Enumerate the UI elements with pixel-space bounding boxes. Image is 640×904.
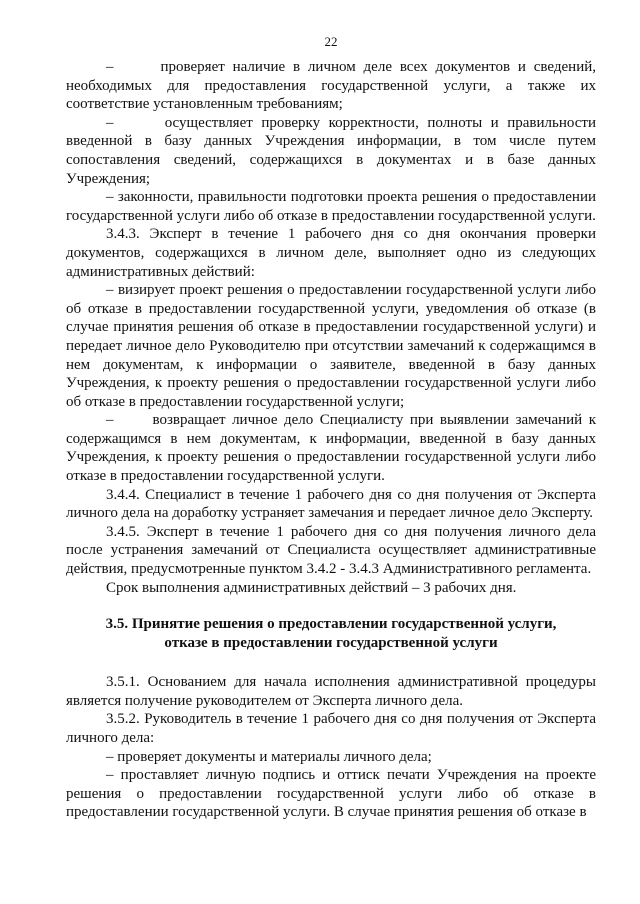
paragraph: – визирует проект решения о предоставлении государственной услуги либо об отказе в предоставлении государственной услуги, уведомления об отказе (в случае принятия решения об отказе в предоставлении государственной услуги) и передает личное дело Руководителю при отсутствии замечаний к содержащимся в нем документам, к информации о заявителе, введенной в базу данных Учреждения, к проекту решения о предоставлении государственной услуги либо об отказе в предоставлении государственной услуги;	[66, 282, 596, 410]
page-number: 22	[324, 34, 338, 49]
paragraph: – проставляет личную подпись и оттиск печати Учреждения на проекте решения о предоставлении государственной услуги либо об отказе в предоставлении государственной услуги. В случае принятия решения об отказе в	[66, 767, 596, 821]
body-before-heading	[66, 58, 596, 597]
paragraph: – законности, правильности подготовки проекта решения о предоставлении государственной услуги либо об отказе в предоставлении государственной услуги.	[66, 189, 596, 224]
paragraph: – осуществляет проверку корректности, полноты и правильности введенной в базу данных Учреждения информации, в том числе путем сопоставления сведений, содержащихся в документах и в базе данных Учреждения;	[66, 114, 596, 187]
paragraph: – проверяет документы и материалы личного дела;	[106, 748, 432, 765]
paragraph: 3.4.3. Эксперт в течение 1 рабочего дня со дня окончания проверки документов, содержащихся в личном деле, выполняет одно из следующих административных действий:	[66, 226, 596, 280]
paragraph: – возвращает личное дело Специалисту при выявлении замечаний к содержащимся в нем документам, к информации, введенной в базу данных Учреждения, к проекту решения о предоставлении государственной услуги либо отказе в предоставлении государственной услуги.	[66, 412, 596, 485]
paragraph: 3.4.5. Эксперт в течение 1 рабочего дня со дня получения личного дела после устранения замечаний от Специалиста осуществляет административные действия, предусмотренные пунктом 3.4.2 - 3.4.3 Административного регламента.	[66, 523, 596, 578]
section-heading	[66, 615, 596, 653]
paragraph: 3.5.1. Основанием для начала исполнения административной процедуры является получение руководителем от Эксперта личного дела.	[66, 674, 596, 709]
paragraph: – проверяет наличие в личном деле всех документов и сведений, необходимых для предоставления государственной услуги, а также их соответствие установленным требованиям;	[66, 59, 596, 113]
paragraph: Срок выполнения административных действий – 3 рабочих дня.	[106, 579, 517, 596]
section-heading-line: 3.5. Принятие решения о предоставлении государственной услуги,	[105, 616, 557, 633]
paragraph: 3.5.2. Руководитель в течение 1 рабочего дня со дня получения от Эксперта личного дела:	[66, 711, 596, 746]
section-heading-line: отказе в предоставлении государственной услуги	[164, 635, 498, 652]
body-after-heading	[66, 673, 596, 822]
paragraph: 3.4.4. Специалист в течение 1 рабочего дня со дня получения от Эксперта личного дела на доработку устраняет замечания и передает личное дело Эксперту.	[66, 486, 596, 522]
